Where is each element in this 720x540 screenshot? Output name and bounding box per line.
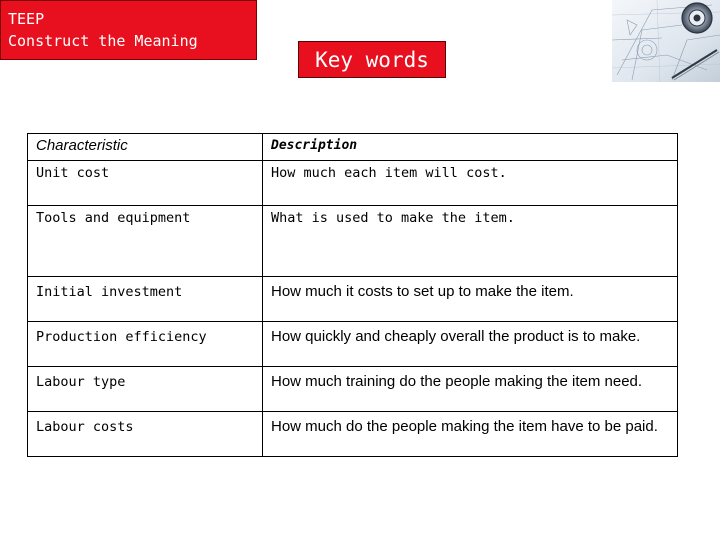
table-row <box>28 161 678 206</box>
table-header-row <box>28 134 678 161</box>
table-row <box>28 322 678 367</box>
construct-meaning-subtitle: Construct the Meaning <box>8 32 198 50</box>
table-row <box>28 367 678 412</box>
engineering-blueprint-image <box>612 0 720 82</box>
description-cell: How quickly and cheaply overall the product is to make. <box>263 322 678 367</box>
key-words-table <box>27 133 678 457</box>
table-row <box>28 277 678 322</box>
characteristic-cell: Unit cost <box>28 161 263 206</box>
characteristic-cell: Production efficiency <box>28 322 263 367</box>
characteristic-cell: Initial investment <box>28 277 263 322</box>
header-description: Description <box>263 134 678 161</box>
description-cell: How much it costs to set up to make the item. <box>263 277 678 322</box>
key-words-banner: Key words <box>298 41 446 78</box>
characteristic-cell: Labour type <box>28 367 263 412</box>
description-cell: How much training do the people making the item need. <box>263 367 678 412</box>
description-cell: How much do the people making the item have to be paid. <box>263 412 678 457</box>
characteristic-cell: Labour costs <box>28 412 263 457</box>
description-cell: How much each item will cost. <box>263 161 678 206</box>
teep-title: TEEP <box>8 10 45 28</box>
header-characteristic: Characteristic <box>28 134 263 161</box>
description-cell: What is used to make the item. <box>263 206 678 277</box>
table-row <box>28 206 678 277</box>
teep-title-box <box>0 0 257 60</box>
characteristic-cell: Tools and equipment <box>28 206 263 277</box>
table-row <box>28 412 678 457</box>
